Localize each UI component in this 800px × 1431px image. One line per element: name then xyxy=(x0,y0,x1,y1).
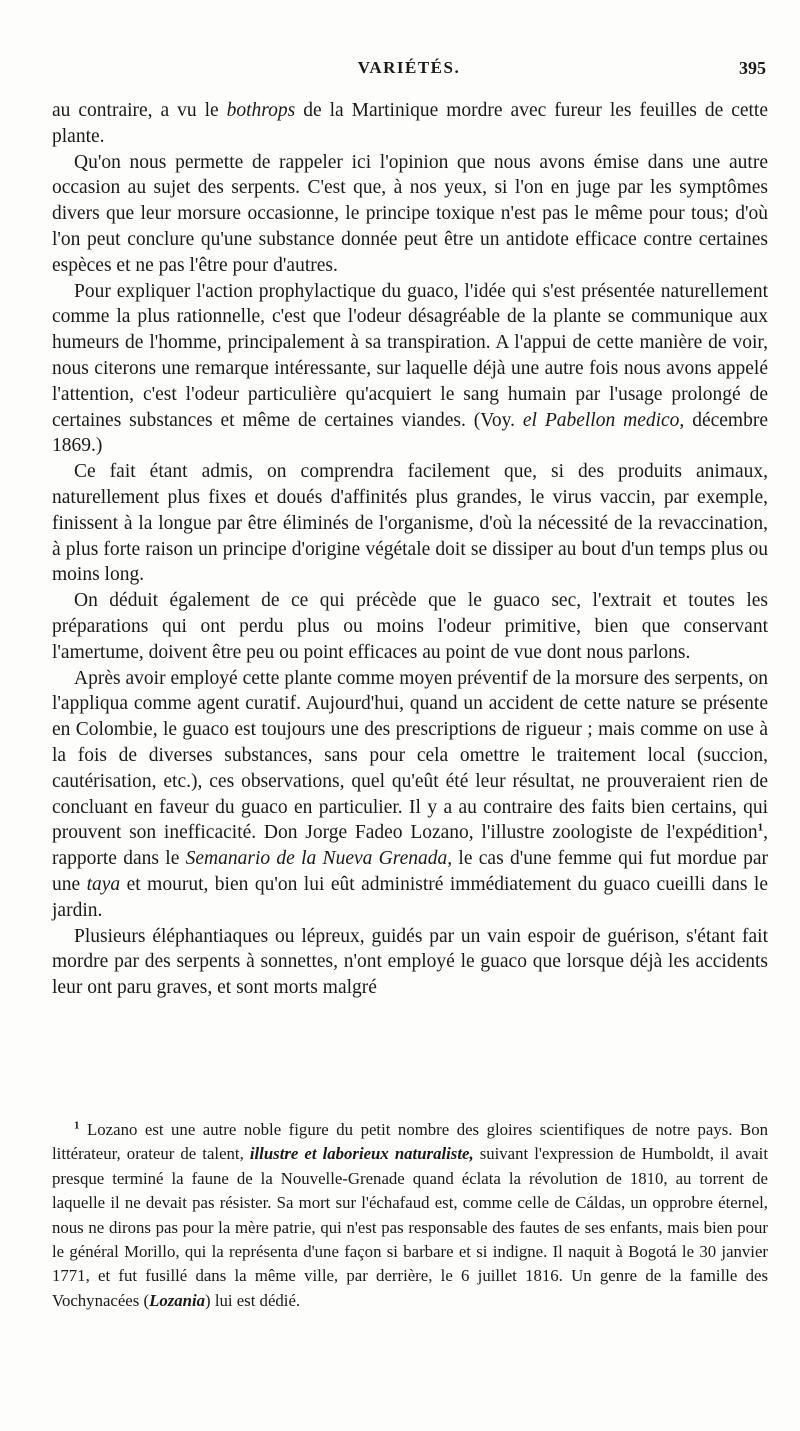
text-run: au contraire, a vu le xyxy=(52,100,227,121)
footnote-1 xyxy=(52,1118,768,1313)
italic-term: taya xyxy=(86,873,121,895)
running-title: VARIÉTÉS. xyxy=(357,58,461,77)
text-run: Lozano est une autre noble figure du petit nombre des gloires scientifiques de notre pays. Bon littérateur, orateur de talent, xyxy=(52,1120,768,1164)
paragraph-6 xyxy=(52,666,768,924)
paragraph-1 xyxy=(52,98,768,150)
text-run: suivant l'expression de Humboldt, il avait presque terminé la faune de la Nouvelle-Grenade quand éclata la révolution de 1810, au torrent de laquelle il ne devait pas résister. Sa mort sur l'échafaud est, comme celle de Cáldas, un opprobre éternel, nous ne dirons pas pour la mère patrie, qui n'est pas responsable des fautes de ses enfants, mais bien pour le général Morillo, qui la représenta d'une façon si barbare et si indigne. Il naquit à Bogotá le 30 janvier 1771, et fut fusillé dans la même ville, par derrière, le 6 juillet 1816. Un genre de la famille des Vochynacées ( xyxy=(52,1144,768,1310)
footnote-marker: 1 xyxy=(74,1119,80,1132)
paragraph-2: Qu'on nous permette de rappeler ici l'opinion que nous avons émise dans une autre occasion au sujet des serpents. C'est que, à nos yeux, si l'on en juge par les symptômes divers que leur morsure occasionne, le principe toxique n'est pas le même pour tous; d'où l'on peut conclure qu'une substance donnée peut être un antidote efficace contre certaines espèces et ne pas l'être pour d'autres. xyxy=(52,151,768,276)
text-run: de la Martinique mordre avec fureur les feuilles de cette plante. xyxy=(52,100,768,147)
text-run: Après avoir employé cette plante comme moyen préventif de la morsure des serpents, on l'appliqua comme agent curatif. Aujourd'hui, quand un accident de cette nature se présente en Colombie, le guaco est toujours une des prescriptions de rigueur ; mais comme on use à la fois de diverses substances, sans pour cela omettre le traitement local (succion, cautérisation, etc.), ces observations, quel qu'eût été leur résultat, ne prouveraient rien de concluant en faveur du guaco en particulier. Il y a au contraire des faits bien certains, qui prouvent son inefficacité. Don Jorge Fadeo Lozano, l'illustre zoologiste de l'expédition xyxy=(52,667,768,844)
text-run: et mourut, bien qu'on lui eût administré immédiatement du guaco cueilli dans le jardin. xyxy=(52,873,768,921)
text-run: décembre 1869.) xyxy=(52,409,768,457)
footnotes xyxy=(52,1118,768,1313)
text-run: , rapporte dans le xyxy=(52,822,768,870)
italic-genus: Lozania xyxy=(149,1290,206,1310)
text-run: le cas d'une femme qui fut mordue par une xyxy=(52,848,768,895)
running-header xyxy=(52,58,766,92)
italic-citation: el Pabellon medico, xyxy=(522,409,685,431)
italic-quote: illustre et laborieux naturaliste, xyxy=(249,1144,474,1164)
footnote-reference: 1 xyxy=(757,821,764,834)
main-text xyxy=(52,98,768,1001)
italic-title: Semanario de la Nueva Grenada, xyxy=(185,848,453,870)
italic-term: bothrops xyxy=(226,100,296,121)
paragraph-5: On déduit également de ce qui précède que le guaco sec, l'extrait et toutes les préparations qui ont perdu plus ou moins l'odeur primitive, bien que conservant l'amertume, doivent être peu ou point efficaces au point de vue dont nous parlons. xyxy=(52,590,768,663)
text-run: Pour expliquer l'action prophylactique du guaco, l'idée qui s'est présentée naturellement comme la plus rationnelle, c'est que l'odeur désagréable de la plante se communique aux humeurs de l'homme, principalement à sa transpiration. A l'appui de cette manière de voir, nous citerons une remarque intéressante, sur laquelle déjà une autre fois nous avons appelé l'attention, c'est l'odeur particulière qu'acquiert le sang humain par l'usage prolongé de certaines substances et même de certaines viandes. (Voy. xyxy=(52,280,768,431)
text-run: ) lui est dédié. xyxy=(205,1290,301,1310)
paragraph-7: Plusieurs éléphantiaques ou lépreux, guidés par un vain espoir de guérison, s'étant fait mordre par des serpents à sonnettes, n'ont employé le guaco que lorsque déjà les accidents leur ont paru graves, et sont morts malgré xyxy=(52,925,768,999)
paragraph-4: Ce fait étant admis, on comprendra facilement que, si des produits animaux, naturellement plus fixes et doués d'affinités plus grandes, le virus vaccin, par exemple, finissent à la longue par être éliminés de l'organisme, d'où la nécessité de la revaccination, à plus forte raison un principe d'origine végétale doit se dissiper au bout d'un temps plus ou moins long. xyxy=(52,461,768,586)
page-number: 395 xyxy=(739,58,766,78)
paragraph-3 xyxy=(52,279,768,460)
